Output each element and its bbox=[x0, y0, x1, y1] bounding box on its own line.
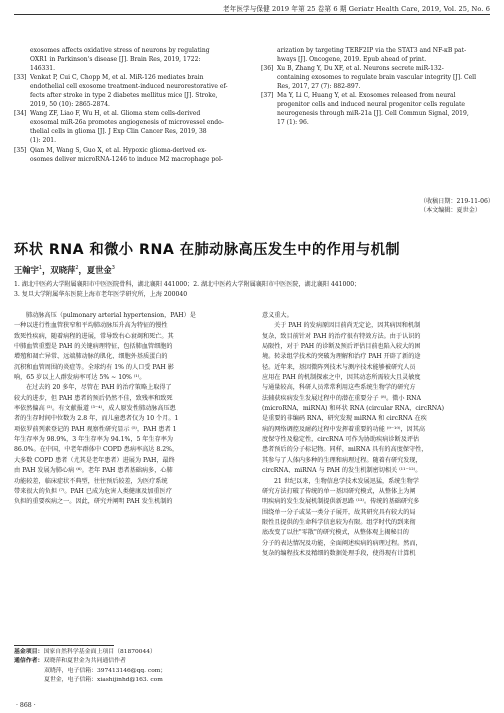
reference-text: Xu B, Zhang Y, Du XF, et al. Neurons secrete miR-132- bbox=[277, 65, 444, 73]
reference-entry bbox=[261, 91, 489, 127]
reference-text: exosomes affects oxidative stress of neurons by regulating bbox=[30, 47, 210, 54]
body-line: 应用在 PAH 的机制探索之中，因其动态所需较大且灵敏度 bbox=[262, 374, 421, 382]
reference-line bbox=[14, 109, 242, 118]
received-info bbox=[420, 197, 494, 215]
reference-number bbox=[261, 82, 277, 91]
body-line: 较大的进步，但 PAH 患者的预后仍然不佳，致残率和致死 bbox=[14, 394, 173, 402]
body-line: (microRNA，miRNA) 和环状 RNA (circular RNA，circRNA) bbox=[262, 405, 444, 413]
reference-number bbox=[14, 64, 30, 73]
footnote-rule bbox=[14, 645, 114, 646]
reference-number: [34] bbox=[14, 110, 27, 118]
body-line: 大多数 COPD 患者（尤其是老年患者）进展为 PAH，最终 bbox=[14, 456, 175, 464]
body-line: 复杂的编程技术及精细的数据处理手段，使得现有计算机 bbox=[262, 549, 416, 557]
footnote-line bbox=[14, 667, 242, 676]
reference-text: endothelial cell exosome treatment-induced neurorestorative ef- bbox=[30, 83, 228, 91]
reference-entry bbox=[261, 64, 489, 91]
body-line: 肺动脉高压（pulmonary arterial hypertension，PAH）是 bbox=[26, 312, 196, 319]
header-rule bbox=[14, 14, 490, 15]
body-line: 限性且提供的生命科学信息较为有限。组学时代的到来彻 bbox=[262, 518, 416, 526]
body-line: 度保守性及稳定性，circRNA 可作为协助疾病诊断及评估 bbox=[262, 436, 420, 444]
body-line: 法辅获疾病发生发展过程中的潜在重要分子 ⁽⁸⁾。微小 RNA bbox=[262, 394, 421, 402]
body-line: 增殖和凋亡异常、远端肺动脉的肌化、细胞外基质蛋白的 bbox=[14, 353, 168, 361]
reference-line bbox=[14, 64, 242, 73]
reference-line bbox=[261, 55, 489, 64]
reference-text: 2019, 50 (10): 2865-2874. bbox=[30, 101, 110, 109]
page-number: · 868 · bbox=[16, 702, 36, 709]
footnote-text: 国家自然科学基金面上项目（81870044） bbox=[43, 649, 156, 655]
body-line: 径。近年来，基因微阵列技术与测序技术能够被研究人员 bbox=[262, 363, 416, 371]
body-line: 沉积和血管周围的炎症等。全球约有 1% 的人口受 PAH 影 bbox=[14, 363, 174, 371]
author-affiliation-mark: 2 bbox=[75, 265, 79, 272]
reference-text: Qian M, Wang S, Guo X, et al. Hypoxic glioma-derived ex- bbox=[30, 146, 207, 154]
footnote-text: 双晓萍和夏世金为共同通信作者 bbox=[43, 658, 126, 665]
reference-number bbox=[14, 100, 30, 109]
affiliation-line: 1. 湖北中医药大学附属襄阳市中医医院骨科，湖北襄阳 441000；2. 湖北中医药大学附属襄阳市中医医院，湖北襄阳 441000； bbox=[14, 281, 361, 288]
received-date: （收稿日期：219-11-06） bbox=[420, 198, 494, 205]
reference-text: (1): 201. bbox=[30, 137, 56, 145]
reference-number bbox=[14, 136, 30, 145]
body-line: 中肺血管重塑是 PAH 的关键病理特征，包括肺血管细胞的 bbox=[14, 343, 173, 351]
body-line: 带来很大的负担 ⁽⁷⁾。PAH 已成为危害人类健康及加重医疗 bbox=[14, 487, 172, 495]
reference-number: [37] bbox=[261, 92, 274, 100]
reference-line bbox=[261, 91, 489, 100]
body-line: 复杂，致目前针对 PAH 的治疗很有特效方法。由于认识的 bbox=[262, 332, 421, 340]
body-right-column bbox=[262, 311, 490, 559]
reference-text: Wang ZF, Liao F, Wu H, et al. Glioma stem cells-derived bbox=[30, 110, 201, 118]
reference-number: [35] bbox=[14, 146, 27, 154]
body-line: 病的网络调控及耐药过程中发挥着重要的功能 ⁽⁹⁻¹⁰⁾，因其高 bbox=[262, 425, 425, 433]
reference-number bbox=[261, 118, 277, 127]
body-line: 21 世纪以来，生物信息学技术发展迅猛，系统生物学 bbox=[274, 477, 419, 485]
reference-number bbox=[261, 109, 277, 118]
reference-text: 17 (1): 96. bbox=[277, 119, 309, 127]
body-line: 率依然偏高 ⁽²⁾。有文献报道 ⁽³⁻⁴⁾，成人原发性肺动脉高压患 bbox=[14, 405, 176, 413]
reference-text: arization by targeting TERF2IP via the STAT3 and NF-κB pat- bbox=[277, 47, 467, 54]
reference-number bbox=[14, 46, 30, 55]
body-line: 围绕单一分子或某一类分子展开，故其研究具有较大的局 bbox=[262, 508, 416, 516]
body-line: 研究方法打破了传统的单一基因研究模式，从整体上为阐 bbox=[262, 487, 416, 495]
reference-line bbox=[14, 136, 242, 145]
reference-line bbox=[14, 82, 242, 91]
body-line: 意义重大。 bbox=[262, 312, 293, 319]
footnote-label: 通信作者： bbox=[14, 658, 44, 665]
body-line: 者的生存时间中位数为 2.8 年，而儿童患者仅为 10 个月。1 bbox=[14, 415, 179, 423]
body-line: 局限性，对于 PAH 的诊断及预后评估目前也陷入较大的困 bbox=[262, 343, 421, 351]
body-paragraph bbox=[262, 321, 490, 476]
body-line: 患者预后的分子标记物。同样，miRNA 具有的高度保守性， bbox=[262, 446, 428, 454]
footnote-text: 夏世金，电子信箱：xiashijinhd@163. com bbox=[44, 676, 163, 683]
reference-line bbox=[261, 64, 489, 73]
reference-number bbox=[261, 100, 277, 109]
reference-text: OXR1 in Parkinson's disease [J]. Brain Res, 2019, 1722: bbox=[30, 56, 201, 64]
footnote-line bbox=[14, 676, 242, 685]
footnote-text: 双晓萍，电子信箱：397413146@qq. com； bbox=[44, 667, 167, 674]
reference-text: osomes deliver microRNA-1246 to induce M2 macrophage pol- bbox=[30, 155, 223, 163]
reference-number: [36] bbox=[261, 65, 274, 73]
reference-text: 146331. bbox=[30, 65, 56, 73]
reference-text: Venkat P, Cui C, Chopp M, et al. MiR-126 mediates brain bbox=[30, 74, 204, 82]
body-paragraph bbox=[262, 311, 490, 321]
author-list: 王翰宇$^1$，双晓萍$^2$，夏世金$^3$ bbox=[14, 265, 115, 275]
author-affiliation-mark: 3 bbox=[111, 265, 115, 272]
footnote-line bbox=[14, 657, 242, 666]
reference-text: progenitor cells and induced neural progenitor cells regulate bbox=[277, 101, 465, 109]
footnote-label: 基金项目： bbox=[14, 649, 44, 655]
body-line: 在过去的 20 多年，尽管在 PAH 的治疗策略上取得了 bbox=[26, 384, 172, 392]
reference-number bbox=[14, 118, 30, 127]
reference-entry bbox=[261, 46, 489, 64]
reference-text: Res, 2017, 27 (7): 882-897. bbox=[277, 83, 361, 91]
reference-number bbox=[261, 46, 277, 55]
reference-entry bbox=[14, 146, 242, 164]
reference-text: neurogenesis through miR-21a [J]. Cell Commun Signal, 2019, bbox=[277, 110, 469, 118]
reference-number bbox=[14, 55, 30, 64]
body-line: 分子的表达情况及功能，全面阐述疾病的病理过程。然而， bbox=[262, 539, 422, 547]
body-line: 致死性疾病，随着病程的进展，常导致右心衰竭和死亡。其 bbox=[14, 332, 174, 340]
reference-entry bbox=[14, 46, 242, 73]
reference-line bbox=[261, 109, 489, 118]
author-affiliation-mark: 1 bbox=[38, 265, 43, 272]
footnotes bbox=[14, 648, 242, 685]
reference-line bbox=[14, 73, 242, 82]
reference-line bbox=[261, 46, 489, 55]
body-line: circRNA、miRNA 与 PAH 的发生机制密切相关 ⁽¹¹⁻¹²⁾。 bbox=[262, 467, 422, 475]
body-line: 明疾病的发生发展机制提供新思路 ⁽¹³⁾。传统的基础研究多 bbox=[262, 498, 420, 506]
author-name: 夏世金 bbox=[86, 265, 112, 275]
reference-number bbox=[14, 127, 30, 136]
footnote-line bbox=[14, 648, 242, 657]
body-line: 是重要的非编码 RNA，研究发现 miRNA 和 circRNA 在疾 bbox=[262, 415, 427, 423]
reference-text: Ma Y, Li C, Huang Y, et al. Exosomes released from neural bbox=[277, 92, 456, 100]
reference-text: containing exosomes to regulate brain vascular integrity [J]. Cell bbox=[277, 74, 477, 82]
reference-number bbox=[14, 82, 30, 91]
references-left-column bbox=[14, 46, 242, 164]
body-left-column bbox=[14, 311, 242, 508]
body-line: 项依罗前列素登记的 PAH 观察性研究显示 ⁽⁵⁾，PAH 患者 1 bbox=[14, 425, 177, 433]
body-line: 负担的重要疾病之一。因此，研究并阐明 PAH 发生机制的 bbox=[14, 498, 173, 506]
reference-text: hways [J]. Oncogene, 2019. Epub ahead of print. bbox=[277, 56, 427, 64]
reference-text: thelial cells in glioma [J]. J Exp Clin Cancer Res, 2019, 38 bbox=[30, 128, 207, 136]
reference-number bbox=[261, 55, 277, 64]
author-name: 王翰宇 bbox=[14, 265, 39, 275]
reference-line bbox=[14, 127, 242, 136]
author-name: 双晓萍 bbox=[50, 265, 76, 275]
reference-number bbox=[261, 73, 277, 82]
body-paragraph bbox=[262, 477, 490, 560]
body-paragraph bbox=[14, 383, 242, 507]
reference-line bbox=[14, 91, 242, 100]
references-right-column bbox=[261, 46, 489, 127]
affiliation-line: 3. 复旦大学附属华东医院上海市老年医学研究所，上海 200040 bbox=[14, 290, 188, 298]
running-header: 老年医学与保健 2019 年第 25 卷第 6 期 Geriatr Health Care, 2019, Vol. 25, No. 6 bbox=[222, 5, 490, 13]
reference-text: fects after stroke in type 2 diabetes mellitus mice [J]. Stroke, bbox=[30, 92, 218, 100]
affiliations bbox=[14, 280, 494, 299]
reference-line bbox=[261, 118, 489, 127]
body-line: 响，65 岁以上人群发病率可达 5% ~ 10% ⁽¹⁾。 bbox=[14, 374, 146, 382]
reference-entry bbox=[14, 73, 242, 109]
body-line: 年生存率为 98.9%，3 年生存率为 94.1%，5 年生存率为 bbox=[14, 436, 174, 444]
reference-number bbox=[14, 155, 30, 164]
body-line: 关于 PAH 的发病原因目前尚无定论，因其病因和机制 bbox=[274, 322, 421, 330]
reference-line bbox=[261, 100, 489, 109]
body-line: 由 PAH 发展为肺心病 ⁽⁶⁾。老年 PAH 患者基础病多，心肺 bbox=[14, 467, 173, 475]
reference-text: exosomal miR-26a promotes angiogenesis of microvessel endo- bbox=[30, 119, 224, 127]
editor-note: （本文编辑：夏世金） bbox=[420, 207, 481, 214]
reference-number: [33] bbox=[14, 74, 27, 82]
article-title: 环状 RNA 和微小 RNA 在肺动脉高压发生中的作用与机制 bbox=[14, 242, 401, 258]
reference-line bbox=[14, 146, 242, 155]
reference-number bbox=[14, 91, 30, 100]
body-line: 境。转录组学技术的突破为理解和治疗 PAH 开辟了新的途 bbox=[262, 353, 421, 361]
body-line: 其参与了人体内多种的生理和病理过程。随着有研究发现， bbox=[262, 456, 422, 464]
reference-line bbox=[14, 55, 242, 64]
reference-line bbox=[14, 46, 242, 55]
reference-line bbox=[261, 73, 489, 82]
reference-line bbox=[14, 100, 242, 109]
reference-entry bbox=[14, 109, 242, 145]
body-line: 一种以进行性血管狭窄和平均肺动脉压升高为特征的慢性 bbox=[14, 322, 168, 330]
body-line: 与通量较高，科研人员常常利用这些系统生物学的研究方 bbox=[262, 384, 416, 392]
reference-line bbox=[14, 155, 242, 164]
body-line: 功能较差，临床症状不典型，往往预后较差，为医疗系统 bbox=[14, 477, 168, 485]
body-paragraph bbox=[14, 311, 242, 383]
reference-line bbox=[261, 82, 489, 91]
body-line: 86.0%。在中国，中老年群体中 COPD 患病率高达 8.2%， bbox=[14, 446, 179, 454]
reference-line bbox=[14, 118, 242, 127]
body-line: 底改变了以往"零散"的研究模式，从整体观上揭秘目的 bbox=[262, 529, 409, 537]
